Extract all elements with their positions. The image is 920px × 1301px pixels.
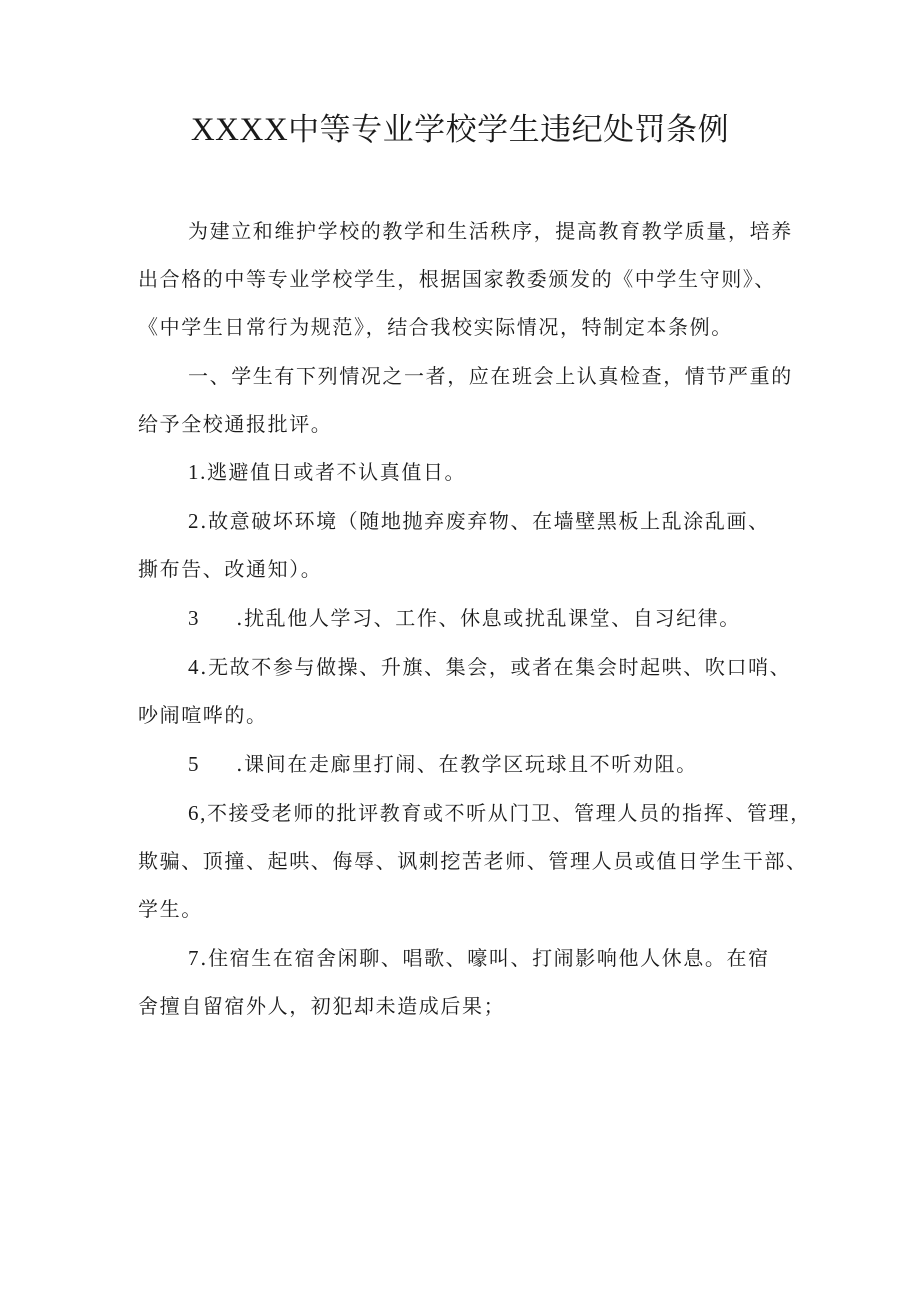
item-6-text: 不接受老师的批评教育或不听从门卫、管理人员的指挥、管理，: [206, 801, 812, 825]
item-1-number: 1.: [188, 460, 207, 484]
item-1: [188, 457, 466, 487]
title-latin: XXXX: [190, 112, 289, 148]
item-4-continuation: 吵闹喧哗的。: [138, 703, 268, 727]
item-4: [188, 652, 791, 682]
item-7-text: .住宿生在宿舍闲聊、唱歌、嚎叫、打闹影响他人休息。在宿: [200, 946, 770, 970]
item-6-continuation-1: 欺骗、顶撞、起哄、侮辱、讽刺挖苦老师、管理人员或值日学生干部、: [138, 849, 808, 873]
paragraph-intro-line-1: 为建立和维护学校的教学和生活秩序，提高教育教学质量，培养: [188, 219, 793, 243]
paragraph-intro-line-3: 《中学生日常行为规范》，结合我校实际情况，特制定本条例。: [138, 315, 733, 339]
item-6: [188, 798, 812, 828]
item-3-number: 3: [188, 606, 201, 630]
item-2-number: 2: [188, 509, 201, 533]
section-one-line-1: 一、学生有下列情况之一者，应在班会上认真检查，情节严重的: [188, 364, 793, 388]
item-3: [188, 603, 741, 633]
document-title: [0, 108, 920, 152]
item-7-continuation: 舍擅自留宿外人，初犯却未造成后果；: [138, 994, 506, 1018]
item-7: [188, 943, 770, 973]
paragraph-intro-line-2: 出合格的中等专业学校学生，根据国家教委颁发的《中学生守则》、: [138, 267, 776, 291]
item-5-text: .课间在走廊里打闹、在教学区玩球且不听劝阻。: [236, 752, 698, 776]
item-3-text: .扰乱他人学习、工作、休息或扰乱课堂、自习纪律。: [236, 606, 741, 630]
item-6-continuation-2: 学生。: [138, 897, 203, 921]
item-4-text: .无故不参与做操、升旗、集会，或者在集会时起哄、吹口哨、: [200, 655, 792, 679]
item-2-continuation: 撕布告、改通知）。: [138, 557, 323, 581]
item-4-number: 4: [188, 655, 201, 679]
item-5-number: 5: [188, 752, 201, 776]
item-1-text: 逃避值日或者不认真值日。: [206, 460, 467, 484]
item-6-number: 6,: [188, 801, 207, 825]
item-5: [188, 749, 698, 779]
section-one-line-2: 给予全校通报批评。: [138, 412, 333, 436]
item-2-text: .故意破坏环境（随地抛弃废弃物、在墙壁黑板上乱涂乱画、: [200, 509, 770, 533]
item-7-number: 7: [188, 946, 201, 970]
item-2: [188, 506, 770, 536]
title-cn: 中等专业学校学生违纪处罚条例: [288, 112, 730, 148]
